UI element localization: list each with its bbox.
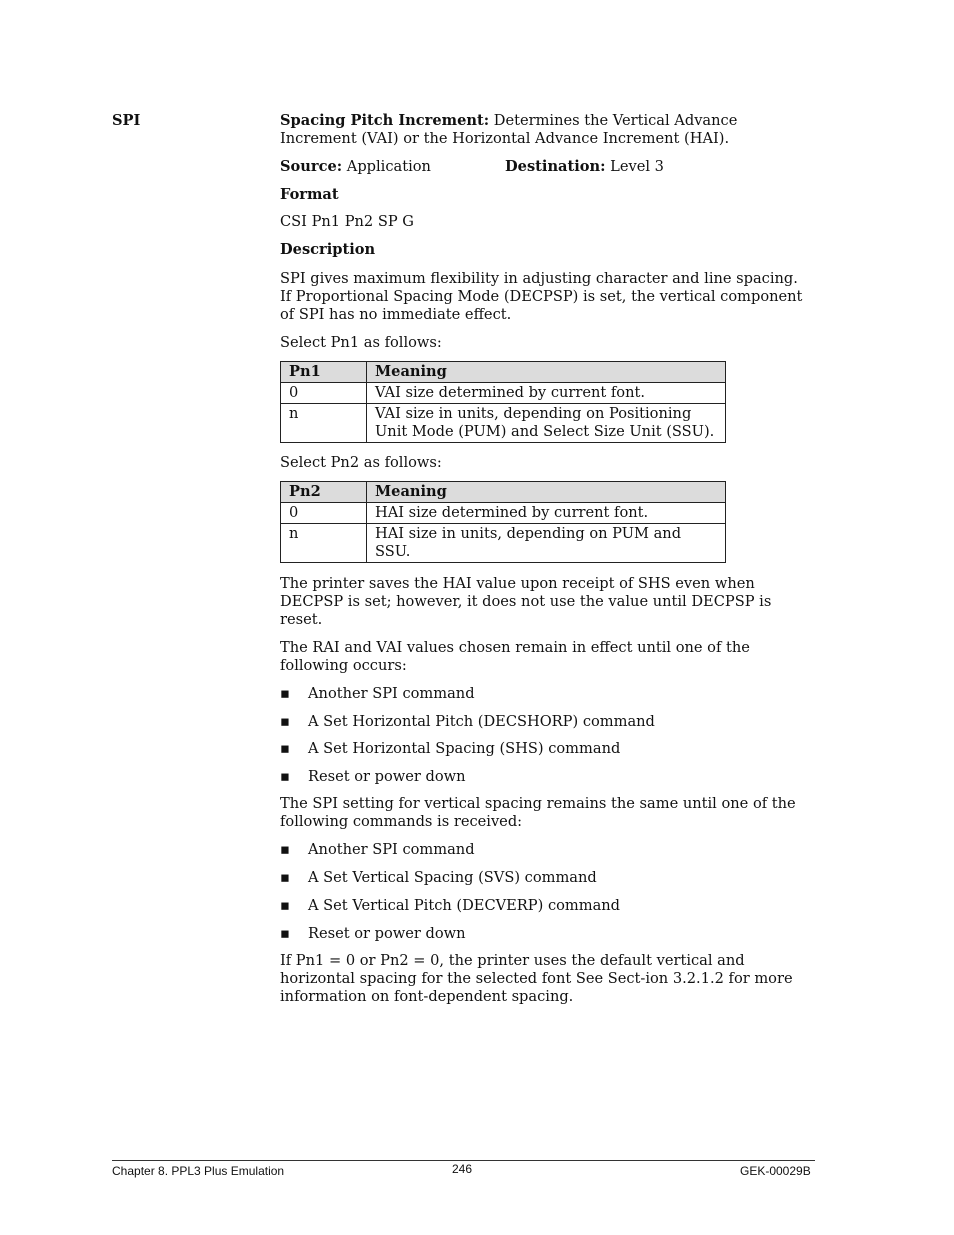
cell-line: VAI size in units, depending on Positioning <box>375 405 692 422</box>
hai-paragraph <box>280 575 820 629</box>
command-name: SPI <box>112 112 141 129</box>
list-item-text: Reset or power down <box>308 925 466 942</box>
source-value: Application <box>342 158 431 175</box>
paragraph-line: of SPI has no immediate effect. <box>280 306 512 323</box>
footer-doc-id: GEK-00029B <box>740 1164 811 1178</box>
cell-line: SSU. <box>375 543 411 560</box>
heading-text-line1: Determines the Vertical Advance <box>489 112 738 129</box>
bullet-icon: ▪ <box>280 869 290 886</box>
list-item <box>280 740 620 758</box>
footer-page-number: 246 <box>452 1162 473 1176</box>
paragraph-line: The printer saves the HAI value upon receipt of SHS even when <box>280 575 755 592</box>
list-item <box>280 841 475 859</box>
table-header-row <box>281 362 726 383</box>
destination-field <box>505 158 664 176</box>
cell-line: HAI size in units, depending on PUM and <box>375 525 682 542</box>
table-row <box>281 383 726 404</box>
paragraph-line: following occurs: <box>280 657 407 674</box>
paragraph-line: horizontal spacing for the selected font See Sect-ion 3.2.1.2 for more <box>280 970 793 987</box>
source-field <box>280 158 431 176</box>
footer-divider <box>112 1160 815 1161</box>
bullet-icon: ▪ <box>280 740 290 757</box>
table-cell <box>367 524 726 563</box>
pn1-intro: Select Pn1 as follows: <box>280 334 442 351</box>
paragraph-line: If Proportional Spacing Mode (DECPSP) is set, the vertical component <box>280 288 803 305</box>
table-cell <box>367 404 726 443</box>
pn2-table <box>280 481 726 563</box>
table-row <box>281 503 726 524</box>
table-header-cell: Pn1 <box>281 362 367 383</box>
list-item-text: Another SPI command <box>308 685 475 702</box>
paragraph-line: information on font-dependent spacing. <box>280 988 574 1005</box>
table-cell: HAI size determined by current font. <box>367 503 726 524</box>
paragraph-line: reset. <box>280 611 323 628</box>
table-cell: n <box>281 524 367 563</box>
command-heading <box>280 112 820 148</box>
cell-line: Unit Mode (PUM) and Select Size Unit (SSU). <box>375 423 715 440</box>
list-item-text: Another SPI command <box>308 841 475 858</box>
paragraph-line: SPI gives maximum flexibility in adjusting character and line spacing. <box>280 270 798 287</box>
bullet-icon: ▪ <box>280 768 290 785</box>
list-item <box>280 713 655 731</box>
table-header-cell: Meaning <box>367 482 726 503</box>
list-item-text: A Set Vertical Pitch (DECVERP) command <box>308 897 621 914</box>
table-header-cell: Meaning <box>367 362 726 383</box>
paragraph-line: The RAI and VAI values chosen remain in effect until one of the <box>280 639 750 656</box>
pn2-intro: Select Pn2 as follows: <box>280 454 442 471</box>
bullet-icon: ▪ <box>280 897 290 914</box>
paragraph-line: The SPI setting for vertical spacing remains the same until one of the <box>280 795 796 812</box>
bullet-icon: ▪ <box>280 925 290 942</box>
list-item-text: Reset or power down <box>308 768 466 785</box>
destination-value: Level 3 <box>605 158 664 175</box>
table-header-row <box>281 482 726 503</box>
list-item <box>280 768 466 786</box>
table-header-cell: Pn2 <box>281 482 367 503</box>
table-cell: VAI size determined by current font. <box>367 383 726 404</box>
table-cell: n <box>281 404 367 443</box>
heading-title: Spacing Pitch Increment: <box>280 112 490 129</box>
list-item-text: A Set Vertical Spacing (SVS) command <box>308 869 597 886</box>
list-item <box>280 897 620 915</box>
list-item-text: A Set Horizontal Spacing (SHS) command <box>308 740 621 757</box>
table-cell: 0 <box>281 383 367 404</box>
pn1-table <box>280 361 726 443</box>
list-item <box>280 869 597 887</box>
bullet-icon: ▪ <box>280 713 290 730</box>
destination-label: Destination: <box>505 158 606 175</box>
paragraph-line: DECPSP is set; however, it does not use the value until DECPSP is <box>280 593 772 610</box>
table-cell: 0 <box>281 503 367 524</box>
bullet-icon: ▪ <box>280 841 290 858</box>
list-item <box>280 925 466 943</box>
bullet-icon: ▪ <box>280 685 290 702</box>
heading-text-line2: Increment (VAI) or the Horizontal Advance Increment (HAI). <box>280 130 730 147</box>
format-heading: Format <box>280 186 339 203</box>
source-label: Source: <box>280 158 343 175</box>
final-paragraph <box>280 952 820 1006</box>
list-item-text: A Set Horizontal Pitch (DECSHORP) command <box>308 713 655 730</box>
list-item <box>280 685 475 703</box>
description-heading: Description <box>280 241 376 258</box>
paragraph-line: following commands is received: <box>280 813 523 830</box>
table-row <box>281 524 726 563</box>
table-row <box>281 404 726 443</box>
paragraph-line: If Pn1 = 0 or Pn2 = 0, the printer uses the default vertical and <box>280 952 745 969</box>
rai-paragraph <box>280 639 820 675</box>
footer-chapter: Chapter 8. PPL3 Plus Emulation <box>112 1164 285 1178</box>
format-syntax: CSI Pn1 Pn2 SP G <box>280 213 414 230</box>
vertical-spacing-paragraph <box>280 795 820 831</box>
description-paragraph <box>280 270 820 324</box>
